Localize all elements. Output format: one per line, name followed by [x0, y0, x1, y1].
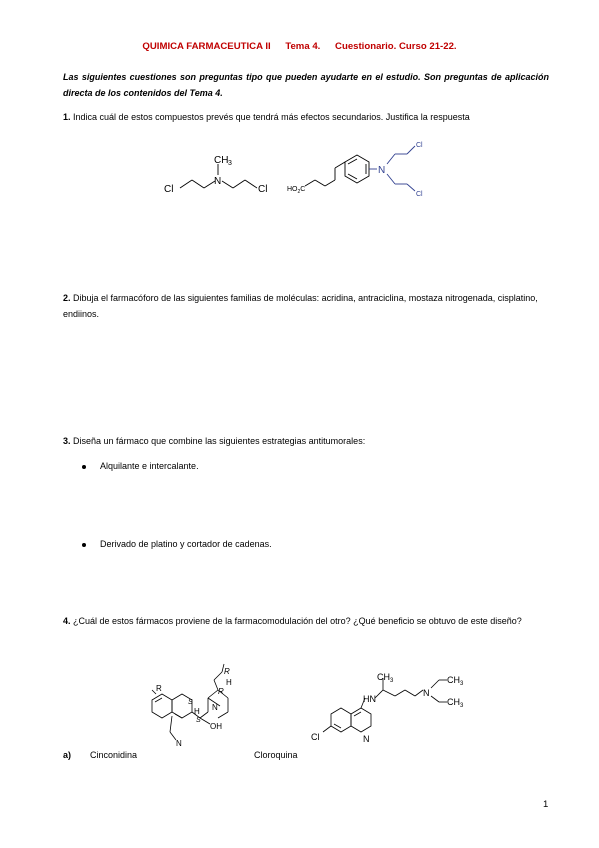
mol4-ch3c: $CH_3$ [447, 697, 464, 709]
mol3-h2: H [194, 707, 200, 716]
mechlorethamine-structure [160, 152, 285, 202]
question-number: 1. [63, 112, 71, 122]
mol1-cl-left: Cl [164, 184, 174, 195]
intro-text: Las siguientes cuestiones son preguntas tipo que pueden ayudarte en el estudio. Son preguntas de aplicación directa de los contenidos del Tema 4. [63, 72, 549, 98]
mol4-ch3: $CH_3$ [377, 672, 394, 684]
caption-cinconidina: Cinconidina [90, 750, 138, 760]
page-number: 1 [543, 799, 549, 810]
mol3-h1: H [226, 678, 232, 687]
header-topic: Tema 4. [285, 41, 321, 52]
question-number: 2. [63, 293, 71, 303]
question-number: 4. [63, 616, 71, 626]
question-1 [63, 110, 553, 126]
mol3-n2: N [176, 739, 182, 748]
question-2 [63, 291, 553, 322]
bullet-icon [82, 543, 86, 547]
chlorambucil-structure [285, 138, 445, 200]
question-text: Indica cuál de estos compuestos prevés que tendrá más efectos secundarios. Justifica la respuesta [73, 112, 470, 122]
mol4-cl: Cl [311, 732, 320, 742]
bullet-item [82, 461, 199, 471]
caption-cloroquina: Cloroquina [254, 750, 298, 760]
mol3-s2: S [196, 717, 201, 724]
mol2-n: N [378, 165, 386, 176]
mol3-s: S [188, 699, 193, 706]
bullet-icon [82, 465, 86, 469]
mol3-r3: R [218, 687, 224, 696]
mol4-n2: N [363, 734, 370, 744]
question-3 [63, 434, 553, 450]
bullet-text: Alquilante e intercalante. [100, 461, 199, 471]
mol3-r1: R [156, 684, 162, 693]
question-text: Diseña un fármaco que combine las siguientes estrategias antitumorales: [73, 436, 366, 446]
bullet-item [82, 539, 272, 549]
question-number: 3. [63, 436, 71, 446]
cinchonidine-structure [130, 660, 250, 752]
bullet-text: Derivado de platino y cortador de cadenas. [100, 539, 272, 549]
question-text: Dibuja el farmacóforo de las siguientes familias de moléculas: acridina, antraciclina, mostaza nitrogenada, cisplatino, endiinos. [63, 293, 538, 319]
mol3-n: N [212, 703, 218, 712]
mol1-me-sub: 3 [228, 160, 232, 167]
mol4-ch3b: $CH_3$ [447, 675, 464, 687]
caption-label: a) [63, 750, 72, 760]
mol3-oh: OH [210, 722, 222, 731]
mol2-acid: $HO_2C$ [287, 186, 306, 195]
mol1-me: CH [214, 155, 229, 166]
mol4-hn: HN [363, 694, 376, 704]
chloroquine-structure [305, 668, 475, 748]
mol3-r2: R [224, 667, 230, 676]
header-course: QUIMICA FARMACEUTICA II [142, 41, 271, 52]
header-title: Cuestionario. Curso 21-22. [335, 41, 457, 52]
mol2-cl-bottom: Cl [416, 191, 423, 198]
mol2-cl-top: Cl [416, 142, 423, 149]
mol4-n: N [423, 688, 430, 698]
page-header [0, 41, 599, 52]
mol1-n: N [214, 176, 222, 187]
mol1-cl-right: Cl [258, 184, 268, 195]
question-4 [63, 614, 553, 630]
question-text: ¿Cuál de estos fármacos proviene de la farmacomodulación del otro? ¿Qué beneficio se obtuvo de este diseño? [73, 616, 522, 626]
